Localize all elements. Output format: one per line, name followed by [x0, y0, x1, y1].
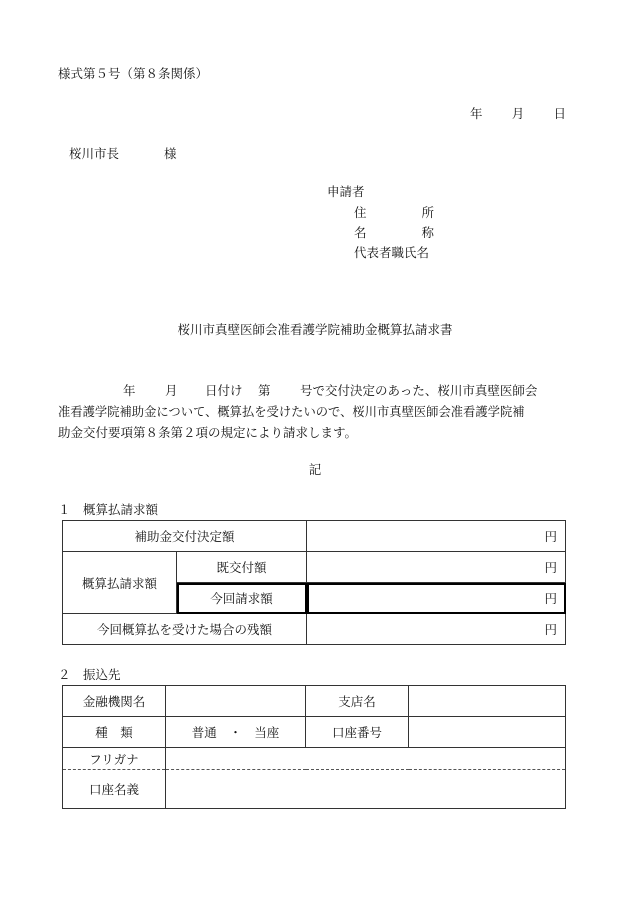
branch-name-value [409, 686, 566, 717]
form-number: 様式第５号（第８条関係） [58, 66, 209, 81]
addressee-honorific: 様 [164, 146, 177, 161]
decided-amount-yen: 円 [307, 521, 566, 552]
table-row [63, 686, 566, 717]
applicant-name-label: 名 称 [354, 225, 434, 240]
table-row [63, 748, 566, 770]
current-request-label: 今回請求額 [177, 583, 307, 614]
table-row [63, 552, 566, 583]
addressee-name: 桜川市長 [69, 146, 120, 161]
account-holder-label: 口座名義 [63, 770, 166, 809]
transfer-table [62, 685, 566, 809]
balance-yen: 円 [307, 614, 566, 645]
account-number-label: 口座番号 [306, 717, 409, 748]
balance-label: 今回概算払を受けた場合の残額 [63, 614, 307, 645]
account-number-value [409, 717, 566, 748]
date-month: 月 [511, 106, 525, 121]
furigana-label: フリガナ [63, 748, 166, 770]
decided-amount-label: 補助金交付決定額 [63, 521, 307, 552]
account-holder-value [166, 770, 566, 809]
table-row [63, 770, 566, 809]
body-line2: 准看護学院補助金について、概算払を受けたいので、桜川市真壁医師会准看護学院補 [58, 405, 525, 419]
body-no-prefix: 第 [258, 383, 271, 398]
body-line3: 助金交付要項第８条第２項の規定により請求します。 [58, 425, 358, 440]
request-group-label: 概算払請求額 [63, 552, 177, 614]
body-year: 年 [123, 383, 136, 398]
date-day: 日 [553, 106, 566, 121]
already-paid-yen: 円 [307, 552, 566, 583]
applicant-rep-label: 代表者職氏名 [354, 245, 430, 260]
table-row [63, 614, 566, 645]
applicant-title: 申請者 [327, 184, 365, 199]
bank-name-value [166, 686, 306, 717]
date-year: 年 [470, 106, 483, 121]
date-line [470, 108, 566, 121]
bank-name-label: 金融機関名 [63, 686, 166, 717]
body-month: 月 [165, 383, 178, 398]
applicant-address-label: 住 所 [354, 205, 434, 220]
ki-note: 記 [308, 462, 322, 477]
table-row [63, 521, 566, 552]
current-request-yen: 円 [307, 583, 566, 614]
table-row [63, 717, 566, 748]
already-paid-label: 既交付額 [177, 552, 307, 583]
account-type-options: 普通 ・ 当座 [166, 717, 306, 748]
furigana-value [166, 748, 566, 770]
request-amount-table [62, 520, 566, 645]
branch-name-label: 支店名 [306, 686, 409, 717]
document-title: 桜川市真壁医師会准看護学院補助金概算払請求書 [177, 322, 453, 337]
body-line1-rest: 号で交付決定のあった、桜川市真壁医師会 [300, 383, 538, 398]
account-type-label: 種 類 [63, 717, 166, 748]
body-day: 日付け [205, 383, 243, 398]
section2-heading: ２ 振込先 [58, 667, 121, 682]
section1-heading: １ 概算払請求額 [58, 502, 159, 517]
